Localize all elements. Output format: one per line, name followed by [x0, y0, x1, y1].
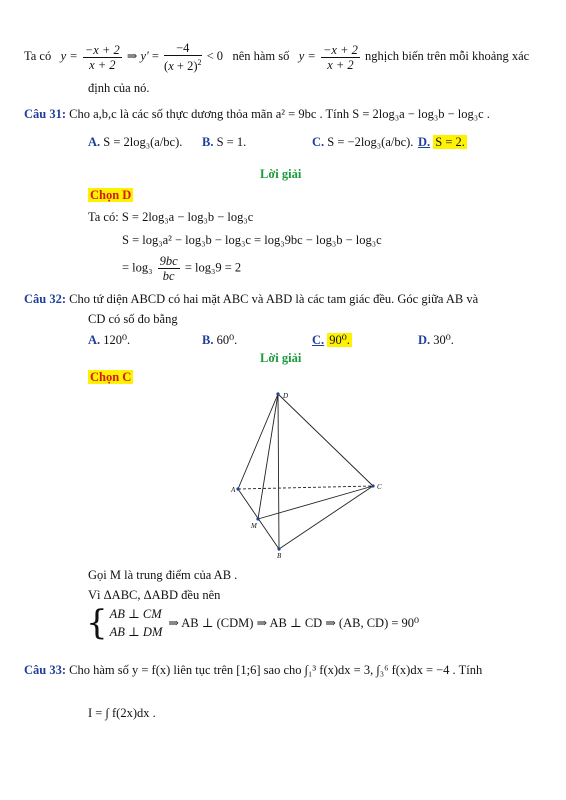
label-C: C: [377, 483, 382, 491]
q31-label: Câu 31:: [24, 107, 67, 121]
q33-stem: Cho hàm số y = f(x) liên tục trên [1;6] sao cho: [69, 663, 302, 677]
q33-line: [24, 663, 482, 678]
q31-opt-d: D. S = 2.: [418, 135, 465, 149]
q31-line: [24, 107, 490, 122]
q32-sol2: Vì ΔABC, ΔABD đều nên: [88, 588, 221, 602]
q33-int2: ∫₃⁶ f(x)dx = −4 . Tính: [376, 663, 483, 677]
q33-label: Câu 33:: [24, 663, 67, 677]
q33-eq: I = ∫ f(2x)dx .: [88, 706, 156, 720]
q31-opt-b: B. S = 1.: [202, 135, 247, 149]
q31-chon: Chọn D: [90, 188, 132, 202]
q32-opt-b: B. 60⁰.: [202, 333, 238, 347]
label-D: D: [283, 392, 289, 400]
q32-stem1: Cho tứ diện ABCD có hai mặt ABC và ABD là các tam giác đều. Góc giữa AB và: [69, 292, 479, 306]
q32-system: { AB ⊥ CM AB ⊥ DM ⇒ AB ⊥ (CDM) ⇒ AB ⊥ CD ⇒ (AB, CD) = 90⁰: [86, 603, 420, 643]
q32-stem2: CD có số đo bằng: [88, 312, 178, 326]
top-intro: Ta có: [24, 48, 52, 63]
q31-sol2: S = log₃a² − log₃b − log₃c = log₃9bc − log₃b − log₃c: [122, 233, 382, 247]
top-cont: định của nó.: [88, 81, 150, 95]
q31-sol1: Ta có: S = 2log₃a − log₃b − log₃c: [88, 210, 254, 224]
top-tail2: nghịch biến trên mỗi khoảng xác: [365, 48, 530, 63]
top-line: Ta có y = $\frac{-x + 2}{x + 2}$ ⇒ y' = $\frac{-4}{(x + 2)^2}$ < 0 nên hàm số y = $\frac{-x + 2}{x + 2}$ nghịch biến trên mỗi khoảng xác: [24, 41, 530, 74]
label-A: A: [231, 486, 236, 494]
q32-opt-c: C. 90⁰.: [312, 333, 350, 347]
q32-label: Câu 32:: [24, 292, 67, 306]
top-tail: nên hàm số: [232, 48, 290, 63]
q33-int1: ∫₁³ f(x)dx = 3,: [304, 663, 374, 677]
q31-stem: Cho a,b,c là các số thực dương thỏa mãn a² = 9bc . Tính S = 2log₃a − log₃b − log₃c .: [69, 107, 490, 121]
label-M: M: [251, 522, 257, 530]
q31-loigiai: Lời giải: [260, 167, 302, 181]
q32-sol1: Gọi M là trung điểm của AB .: [88, 568, 238, 582]
q32-opt-d: D. 30⁰.: [418, 333, 454, 347]
q31-sol3: = log₃ $\frac{9bc}{bc}$ = log₃9 = 2: [122, 254, 242, 283]
q31-opt-a: A. S = 2log₃(a/bc).: [88, 135, 183, 149]
tetrahedron-figure: [230, 388, 390, 560]
q32-loigiai: Lời giải: [260, 351, 302, 365]
q32-opt-a: A. 120⁰.: [88, 333, 131, 347]
q32-line1: [24, 292, 478, 307]
q32-chon: Chọn C: [90, 370, 132, 384]
label-B: B: [277, 552, 282, 560]
q31-opt-c: C. S = −2log₃(a/bc).: [312, 135, 414, 149]
